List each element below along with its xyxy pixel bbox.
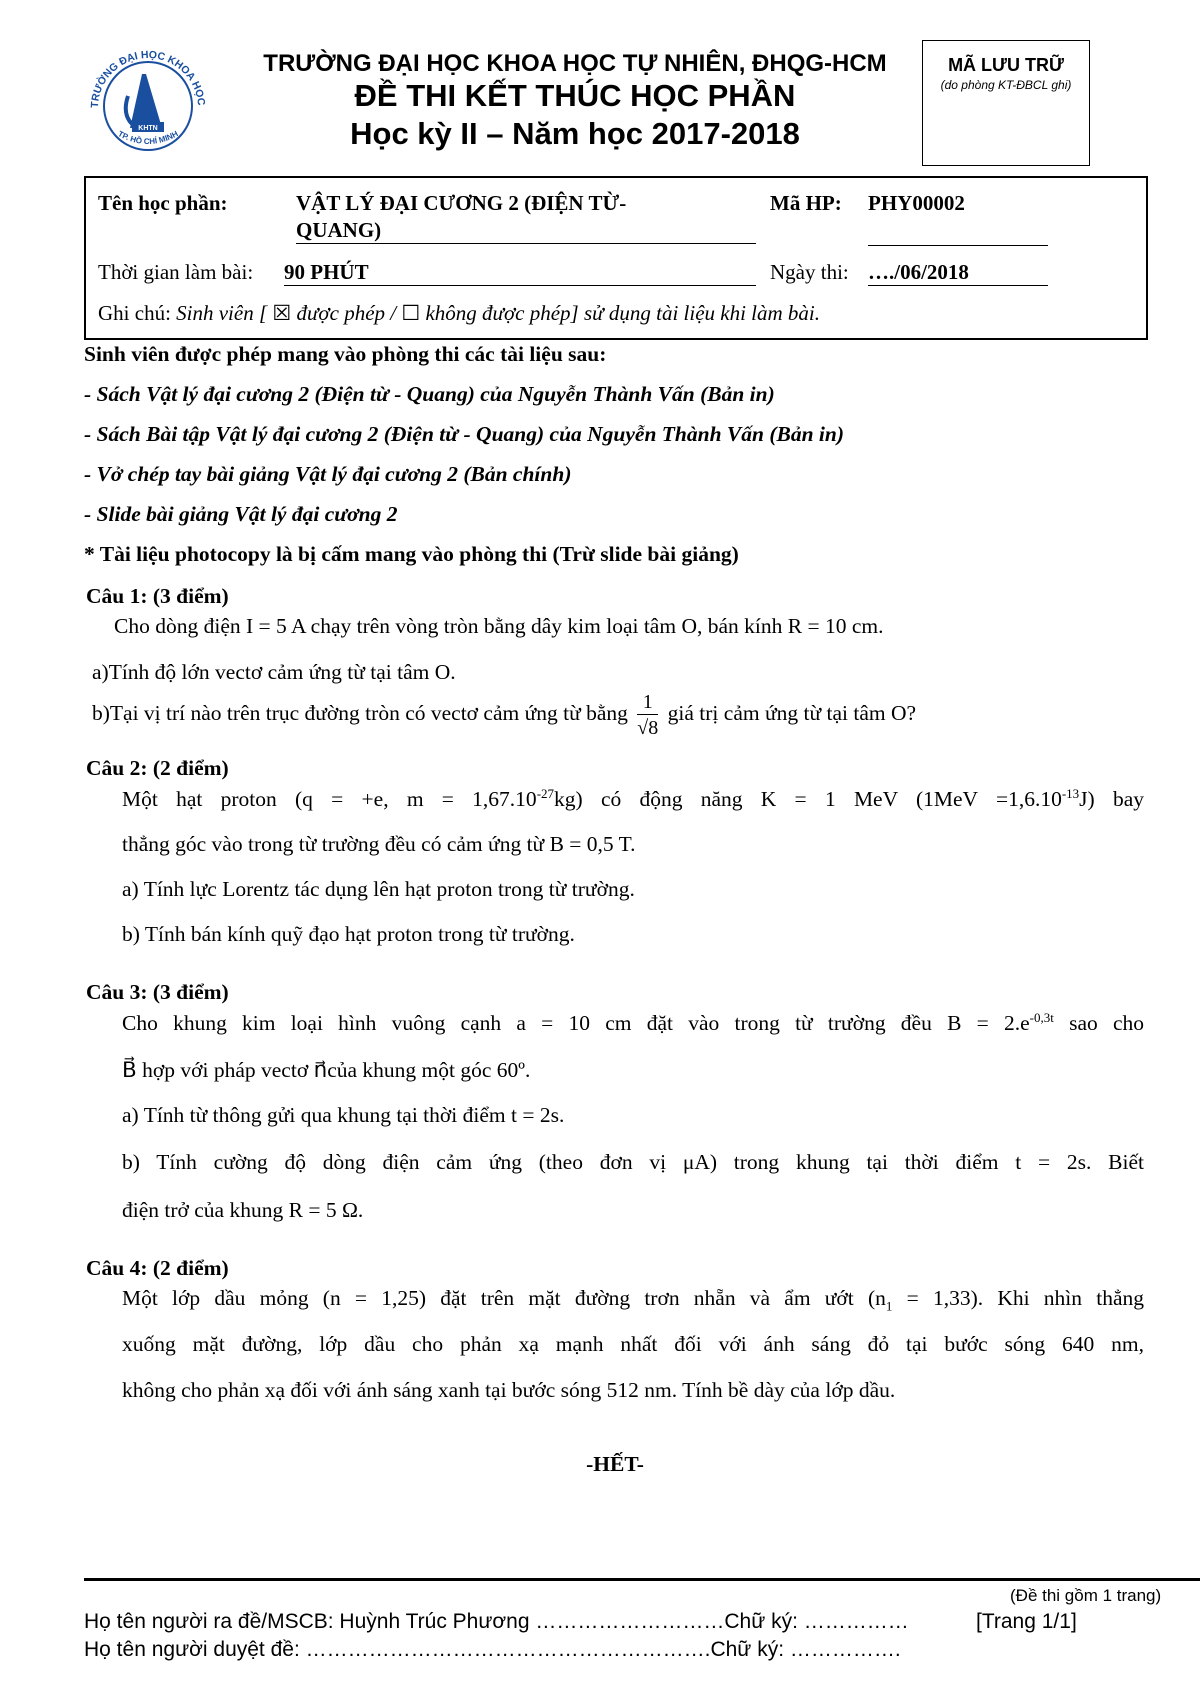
material-item: - Sách Bài tập Vật lý đại cương 2 (Điện từ - Quang) của Nguyễn Thành Vấn (Bản in)	[84, 422, 845, 446]
q2-line1-a: Một hạt proton (q = +e, m = 1,67.10	[122, 787, 537, 812]
archive-note: (do phòng KT-ĐBCL ghi)	[940, 78, 1072, 92]
q1-part-b	[92, 692, 916, 738]
subscript: 1	[885, 1298, 893, 1314]
q1-part-a: a)Tính độ lớn vectơ cảm ứng từ tại tâm O.	[92, 660, 456, 684]
date-value: …./06/2018	[868, 260, 1048, 286]
exponent: -0,3t	[1029, 1010, 1054, 1025]
note-part2: được phép /	[296, 301, 397, 325]
materials-warning: * Tài liệu photocopy là bị cấm mang vào phòng thi (Trừ slide bài giảng)	[84, 542, 739, 566]
university-name: TRƯỜNG ĐẠI HỌC KHOA HỌC TỰ NHIÊN, ĐHQG-HCM	[263, 50, 887, 77]
code-value: PHY00002	[868, 191, 1048, 246]
note-part1: Sinh viên [	[176, 301, 268, 325]
time-value: 90 PHÚT	[284, 260, 756, 286]
q3-line1-a: Cho khung kim loại hình vuông cạnh a = 10 cm đặt vào trong từ trường đều B = 2.e	[122, 1011, 1030, 1036]
q3-line2-b: của khung một góc 60º.	[327, 1058, 531, 1082]
fraction-numerator: 1	[637, 692, 658, 715]
q4-line3: không cho phản xạ đối với ánh sáng xanh tại bước sóng 512 nm. Tính bề dày của lớp dầu.	[122, 1378, 896, 1402]
note-line	[98, 301, 820, 326]
logo-text-top: TRƯỜNG ĐẠI HỌC KHOA HỌC	[88, 48, 208, 109]
q2-line1-b: kg) có động năng K = 1 MeV (1MeV =1,6.10	[554, 787, 1062, 812]
vector-n: n⃗	[313, 1058, 328, 1083]
q3-line1-b: sao cho	[1069, 1011, 1145, 1036]
q3-part-b-line1: b) Tính cường độ dòng điện cảm ứng (theo đơn vị μA) trong khung tại thời điểm t = 2s. Biết	[122, 1150, 1144, 1174]
fraction-denominator: √8	[637, 717, 659, 739]
exam-title: ĐỀ THI KẾT THÚC HỌC PHẦN	[354, 78, 796, 113]
note-label: Ghi chú:	[98, 301, 171, 325]
exponent: -13	[1061, 786, 1080, 801]
q4-title: Câu 4: (2 điểm)	[86, 1256, 229, 1280]
q1-text: Cho dòng điện I = 5 A chạy trên vòng tròn bằng dây kim loại tâm O, bán kính R = 10 cm.	[114, 614, 884, 638]
page-indicator: [Trang 1/1]	[976, 1610, 1077, 1633]
course-value-line1: VẬT LÝ ĐẠI CƯƠNG 2 (ĐIỆN TỪ-	[296, 191, 627, 215]
q2-title: Câu 2: (2 điểm)	[86, 756, 229, 780]
course-label: Tên học phần:	[98, 191, 228, 215]
author-line: Họ tên người ra đề/MSCB: Huỳnh Trúc Phương ………………………Chữ ký: ……………	[84, 1610, 909, 1633]
vector-b: B⃗	[122, 1058, 137, 1083]
q3-part-b-line2: điện trở của khung R = 5 Ω.	[122, 1198, 364, 1222]
materials-intro: Sinh viên được phép mang vào phòng thi các tài liệu sau:	[84, 342, 607, 366]
material-item: - Slide bài giảng Vật lý đại cương 2	[84, 502, 398, 526]
q4-line1-b: = 1,33). Khi nhìn thẳng	[906, 1286, 1145, 1310]
q2-part-a: a) Tính lực Lorentz tác dụng lên hạt proton trong từ trường.	[122, 877, 635, 901]
not-allowed-checkbox: ☐	[401, 301, 421, 325]
archive-code-box	[922, 40, 1090, 166]
q1-b-after: giá trị cảm ứng từ tại tâm O?	[667, 700, 917, 725]
material-item: - Sách Vật lý đại cương 2 (Điện từ - Quang) của Nguyễn Thành Vấn (Bản in)	[84, 382, 775, 406]
q4-line1-a: Một lớp dầu mỏng (n = 1,25) đặt trên mặt đường trơn nhẵn và ẩm ướt (n	[122, 1286, 886, 1310]
page-count-note: (Đề thi gồm 1 trang)	[1010, 1586, 1162, 1605]
q4-line2: xuống mặt đường, lớp dầu cho phản xạ mạnh nhất đối với ánh sáng đỏ tại bước sóng 640 nm,	[122, 1332, 1144, 1356]
material-item: - Vở chép tay bài giảng Vật lý đại cương 2 (Bản chính)	[84, 462, 572, 486]
fraction	[637, 692, 658, 738]
q3-part-a: a) Tính từ thông gửi qua khung tại thời điểm t = 2s.	[122, 1103, 565, 1127]
q1-b-before: b)Tại vị trí nào trên trục đường tròn có vectơ cảm ứng từ bằng	[92, 700, 628, 725]
date-label: Ngày thi:	[770, 260, 849, 284]
reviewer-line: Họ tên người duyệt đề: ………………………………………………….Chữ ký: …………….	[84, 1638, 901, 1661]
note-part3: không được phép] sử dụng tài liệu khi làm bài.	[425, 301, 821, 325]
semester: Học kỳ II – Năm học 2017-2018	[350, 116, 800, 151]
footer-divider	[84, 1578, 1200, 1581]
q4-line1	[122, 1286, 1144, 1314]
logo-text-bottom: TP. HỒ CHÍ MINH	[116, 129, 180, 147]
course-value-line2: QUANG)	[296, 218, 756, 244]
q3-line2-a: hợp với pháp vectơ	[142, 1058, 309, 1082]
end-mark: -HẾT-	[586, 1452, 644, 1476]
code-label: Mã HP:	[770, 191, 842, 215]
logo-badge: KHTN	[138, 125, 158, 132]
q3-title: Câu 3: (3 điểm)	[86, 980, 229, 1004]
university-logo	[82, 44, 214, 160]
q2-line1-c: J) bay	[1079, 787, 1144, 812]
archive-title: MÃ LƯU TRỮ	[948, 55, 1064, 75]
q1-title: Câu 1: (3 điểm)	[86, 584, 229, 608]
time-label: Thời gian làm bài:	[98, 260, 254, 284]
q2-part-b: b) Tính bán kính quỹ đạo hạt proton trong từ trường.	[122, 922, 575, 946]
q2-line2: thẳng góc vào trong từ trường đều có cảm ứng từ B = 0,5 T.	[122, 832, 636, 856]
exponent: -27	[536, 786, 555, 801]
q3-line2	[122, 1058, 530, 1083]
q3-line1	[122, 1010, 1144, 1036]
allowed-checkbox: ☒	[272, 301, 292, 325]
q2-line1	[122, 786, 1144, 812]
